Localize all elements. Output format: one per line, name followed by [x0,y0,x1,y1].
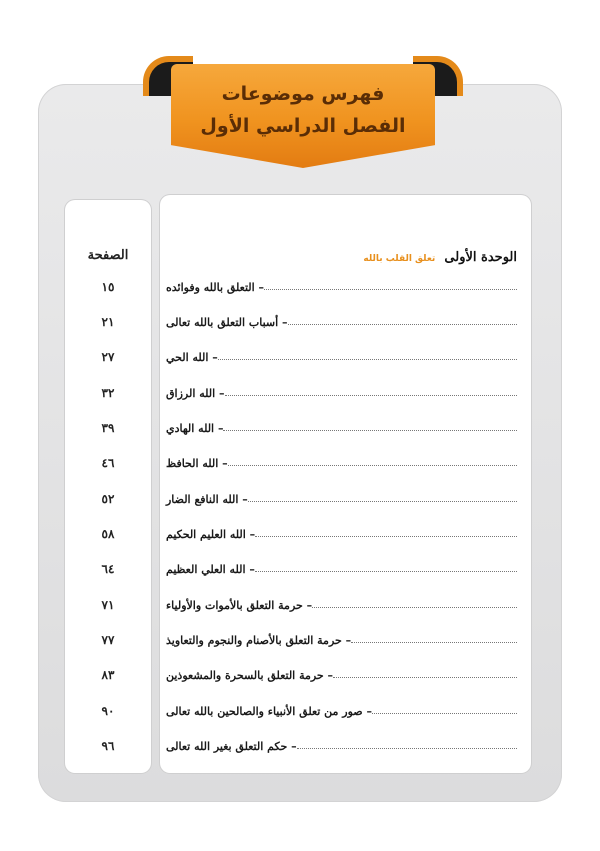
toc-entry-title: – الله الحي [166,351,218,364]
toc-entry-title: – الله العليم الحكيم [166,528,256,541]
toc-page-number[interactable]: ٢٧ [101,350,115,364]
banner-title-line1: فهرس موضوعات [221,83,385,105]
toc-entry-title: – حرمة التعلق بالسحرة والمشعوذين [166,669,334,682]
toc-entry[interactable] [162,558,517,576]
toc-entry[interactable] [162,311,517,329]
unit-heading [363,246,517,265]
toc-entry[interactable] [162,594,517,612]
dot-leader [351,642,517,643]
toc-entry-title: – الله النافع الضار [166,493,248,506]
toc-entry-title: – حرمة التعلق بالأموات والأولياء [166,599,313,612]
page-column-header: الصفحة [87,248,129,263]
toc-page-number[interactable]: ٢١ [101,315,115,329]
toc-entry-title: – حرمة التعلق بالأصنام والنجوم والتعاويذ [166,634,352,647]
banner-title-line2: الفصل الدراسي الأول [200,115,406,137]
toc-entry-title: – أسباب التعلق بالله تعالى [166,316,288,329]
dot-leader [223,430,517,431]
toc-entry[interactable] [162,382,517,400]
toc-page-number[interactable]: ٨٣ [101,668,115,682]
toc-page-number[interactable]: ٣٢ [101,386,115,400]
dot-leader [264,289,517,290]
dot-leader [297,748,517,749]
toc-entry-title: – حكم التعلق بغير الله تعالى [166,740,297,753]
banner-title [171,78,435,142]
toc-entry-title: – الله الرزاق [166,387,225,400]
dot-leader [312,607,517,608]
toc-entry-title: – التعلق بالله وفوائده [166,281,265,294]
toc-page-number[interactable]: ٥٨ [101,527,115,541]
toc-entry[interactable] [162,417,517,435]
unit-title: الوحدة الأولى [444,250,517,265]
toc-entry-title: – صور من تعلق الأنبياء والصالحين بالله تعالى [166,705,372,718]
toc-entry[interactable] [162,735,517,753]
toc-page-number[interactable]: ٩٦ [101,739,115,753]
toc-entry[interactable] [162,346,517,364]
toc-page-number[interactable]: ١٥ [101,280,115,294]
toc-entry[interactable] [162,523,517,541]
dot-leader [225,395,518,396]
dot-leader [218,359,517,360]
toc-entry-title: – الله العلي العظيم [166,563,255,576]
dot-leader [333,677,517,678]
toc-page-number[interactable]: ٧٧ [101,633,115,647]
toc-page-number[interactable]: ٣٩ [101,421,115,435]
toc-entry[interactable] [162,700,517,718]
dot-leader [372,713,517,714]
toc-entry-title: – الله الهادي [166,422,224,435]
toc-entry-title: – الله الحافظ [166,457,228,470]
toc-entry[interactable] [162,629,517,647]
toc-page-number[interactable]: ٩٠ [101,704,115,718]
toc-page-number[interactable]: ٦٤ [101,562,115,576]
toc-page-number[interactable]: ٧١ [101,598,115,612]
dot-leader [255,571,517,572]
title-banner [143,50,463,180]
dot-leader [288,324,517,325]
toc-entry[interactable] [162,452,517,470]
toc-page-number[interactable]: ٥٢ [101,492,115,506]
unit-subtitle: تعلق القلب بالله [363,254,436,264]
toc-entry[interactable] [162,276,517,294]
dot-leader [228,465,517,466]
dot-leader [248,501,517,502]
toc-page-number[interactable]: ٤٦ [101,456,115,470]
toc-entry[interactable] [162,488,517,506]
dot-leader [255,536,517,537]
toc-entry[interactable] [162,664,517,682]
